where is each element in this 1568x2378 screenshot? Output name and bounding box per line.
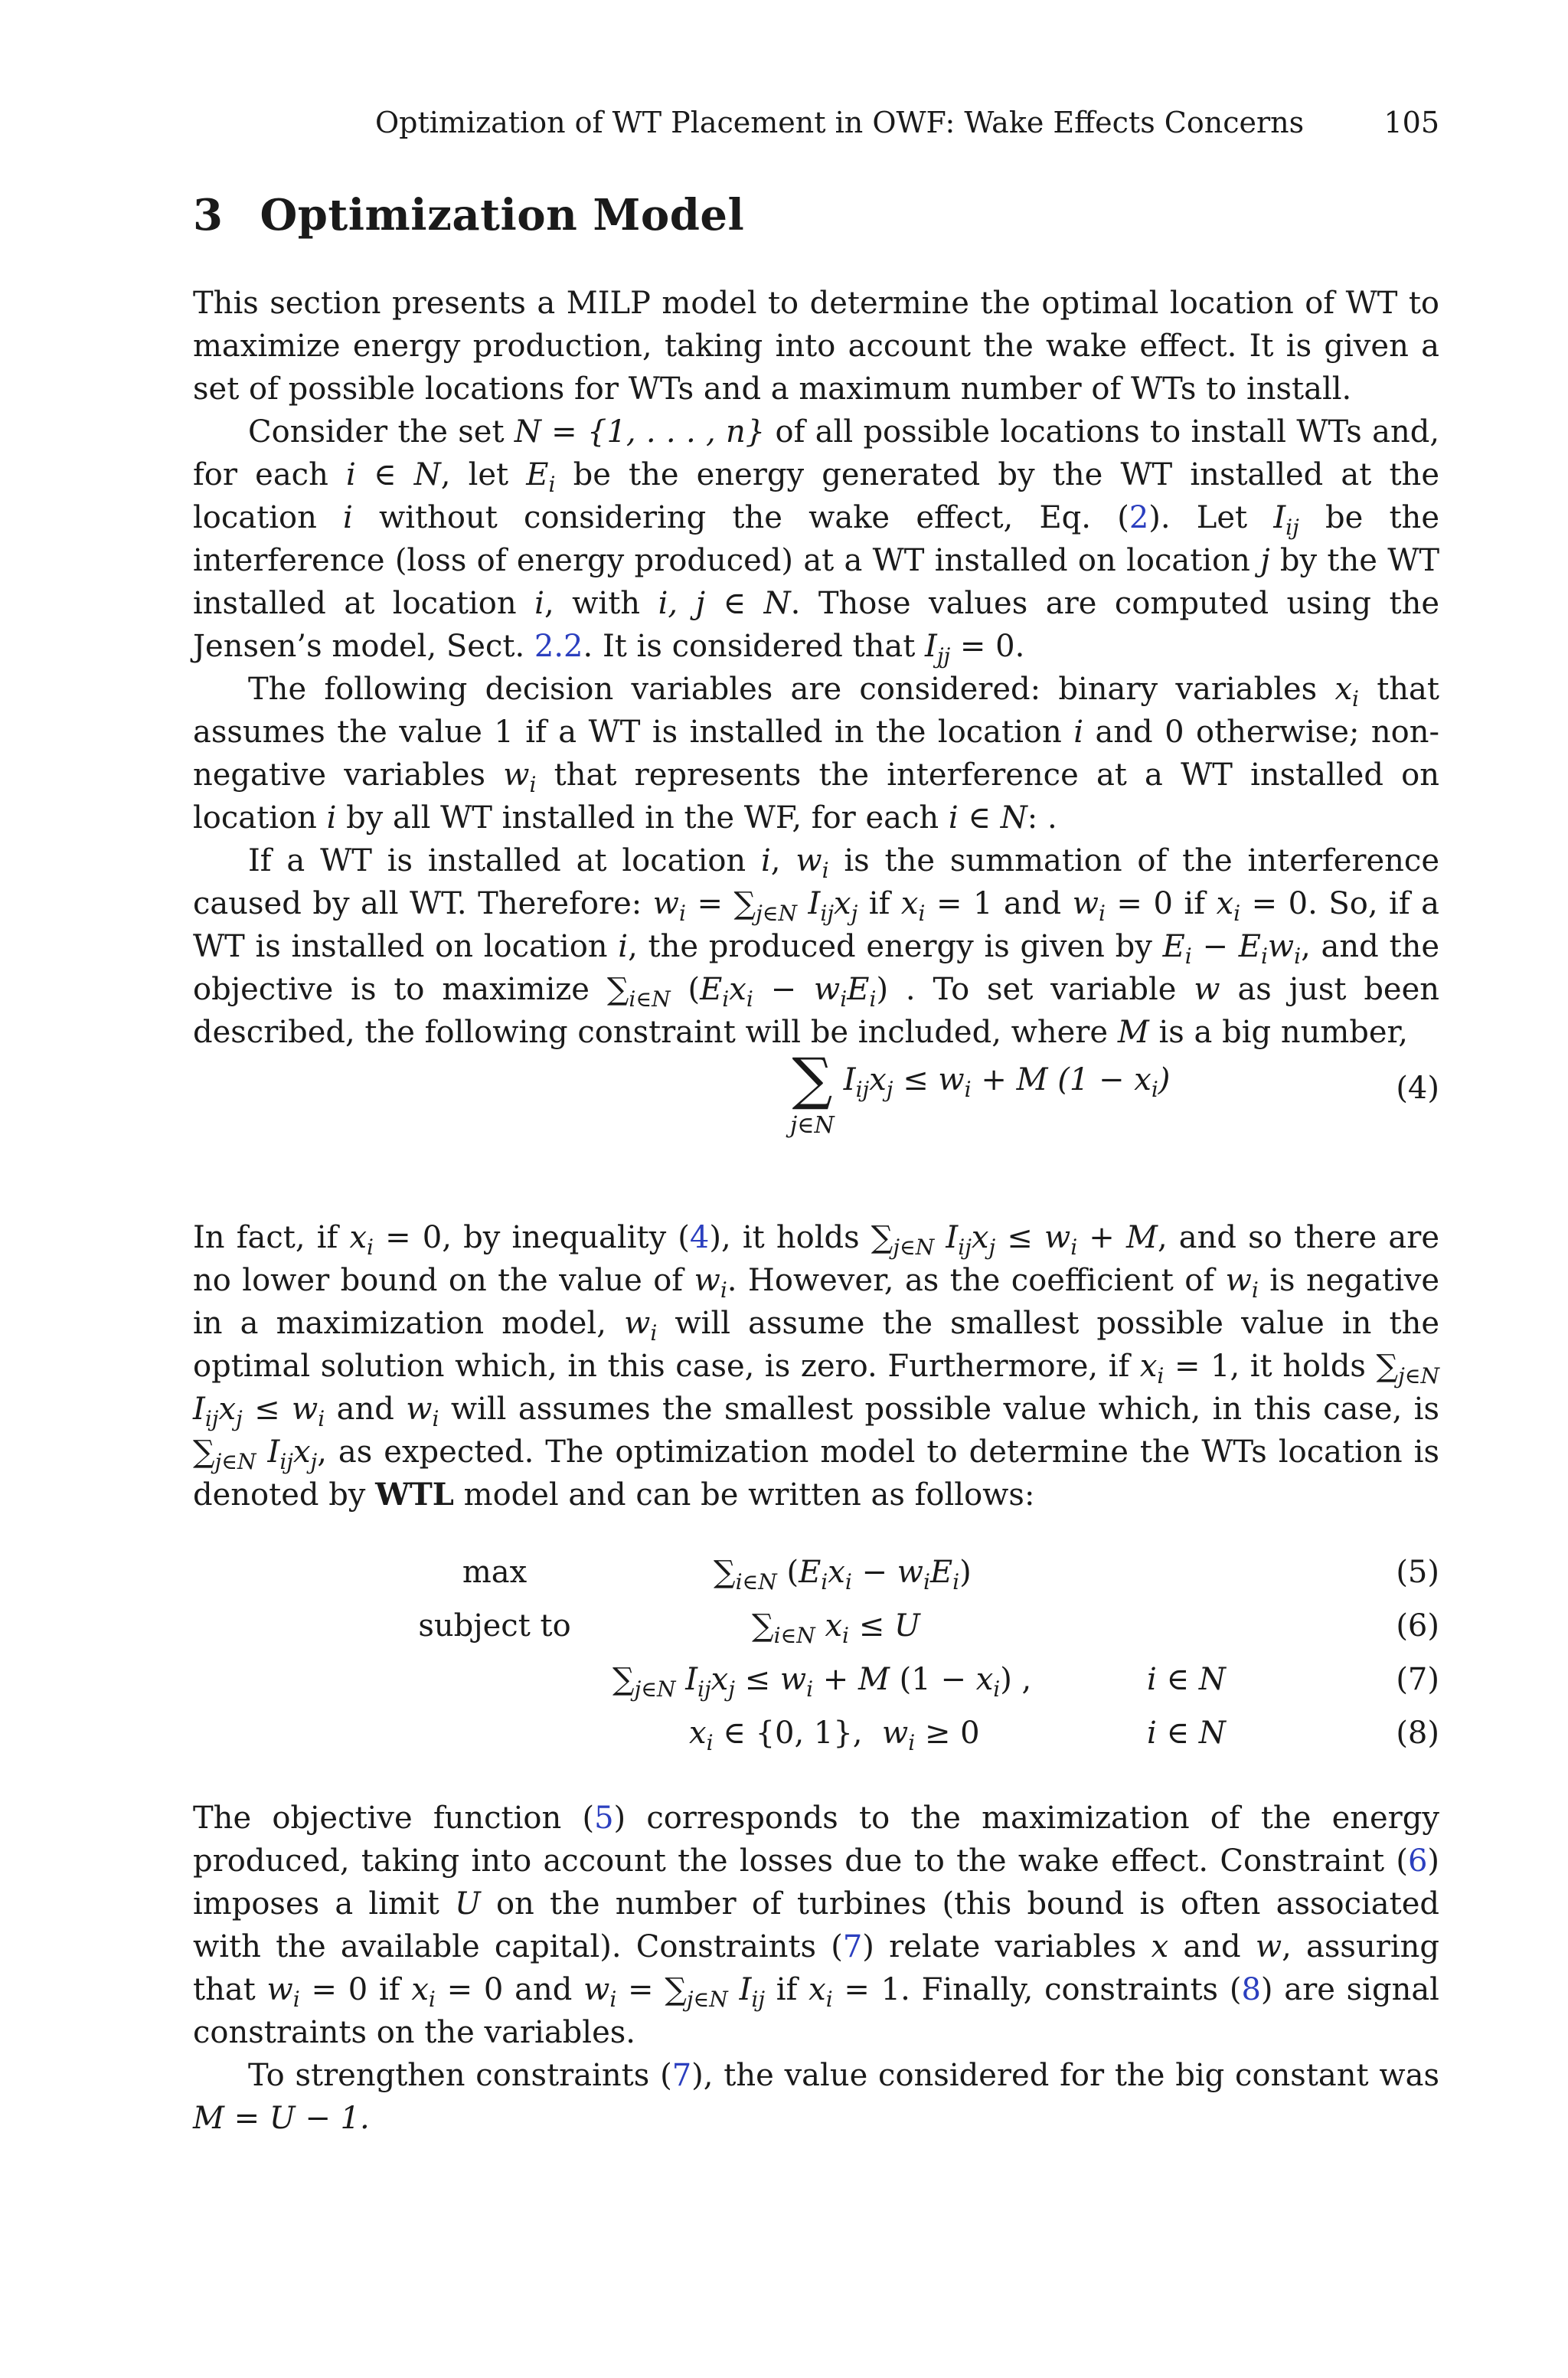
equation-6-number: (6)	[1396, 1608, 1439, 1644]
equation-7-condition: i ∈ N	[1147, 1662, 1226, 1697]
body-text-top	[193, 282, 1439, 1054]
paragraph-3: The following decision variables are considered: binary variables $x_i$ that assumes the value 1 if a WT is installed in the location i and 0 otherwise; non-negative variables $w_i$ that represents the interference at a WT installed on location i by all WT installed in the WF, for each i ∈ N: .	[193, 672, 1439, 836]
paragraph-1: This section presents a MILP model to determine the optimal location of WT to maximize energy production, taking into account the wake effect. It is given a set of possible locations for WTs and a maximum number of WTs to install.	[193, 286, 1439, 407]
running-title: Optimization of WT Placement in OWF: Wake Effects Concerns	[375, 106, 1305, 139]
equation-7-number: (7)	[1396, 1662, 1439, 1697]
body-text-bottom	[193, 1797, 1439, 2140]
eq-ref-4[interactable]: 4	[689, 1220, 710, 1255]
max-label: max	[462, 1555, 528, 1590]
section-ref-2-2[interactable]: 2.2	[534, 629, 583, 664]
eq-ref-7[interactable]: 7	[842, 1929, 863, 1964]
eq-ref-6[interactable]: 6	[1407, 1843, 1428, 1879]
equation-5-number: (5)	[1396, 1555, 1439, 1590]
subject-to-label: subject to	[418, 1608, 571, 1644]
optimization-model	[193, 1555, 1439, 1769]
equation-5: max $\sum_{i\in N}$ $(E_ix_i - w_iE_i)$ (5)	[193, 1555, 1439, 1608]
equation-6: subject to $\sum_{i\in N}$ $x_i \le U$ (6)	[193, 1608, 1439, 1662]
equation-8-condition: i ∈ N	[1147, 1716, 1226, 1751]
paragraph-6: The objective function (5) corresponds to the maximization of the energy produced, taking into account the losses due to the wake effect. Constraint (6) imposes a limit U on the number of turbines (this bound is often associated with the available capital). Constraints (7) relate variables x and w, assuring that $w_i = 0$ if $x_i = 0$ and $w_i = \sum_{j\in N}$ $I_{ij}$ if $x_i = 1$. Finally, constraints (8) are signal constraints on the variables.	[193, 1801, 1440, 2050]
model-name-wtl: WTL	[375, 1477, 454, 1513]
eq-ref-5[interactable]: 5	[594, 1801, 614, 1836]
equation-7: $\sum_{j\in N}$ $I_{ij}x_j \le w_i + M$ $(1 - x_i)$ , i ∈ N (7)	[612, 1662, 1439, 1702]
paragraph-4: If a WT is installed at location i, $w_i$ is the summation of the interference caused by all WT. Therefore: $w_i = \sum_{j\in N}$ $I_{ij}x_j$ if $x_i = 1$ and $w_i = 0$ if $x_i = 0$. So, if a WT is installed on location i, the produced energy is given by $E_i - E_iw_i$, and the objective is to maximize $\sum_{i\in N}$ $(E_ix_i - w_iE_i)$ . To set variable w as just been described, the following constraint will be included, where M is a big number,	[193, 843, 1440, 1050]
eq-ref-7-second[interactable]: 7	[671, 2058, 692, 2093]
paragraph-2: Consider the set N = {1, . . . , n} of all possible locations to install WTs and, for each i ∈ N, let $E_i$ be the energy generated by the WT installed at the location i without considering the wake effect, Eq. (2). Let $I_{ij}$ be the interference (loss of energy produced) at a WT installed on location j by the WT installed at location i, with i, j ∈ N. Those values are computed using the Jensen’s model, Sect. 2.2. It is considered that $I_{jj} = 0$.	[193, 414, 1440, 669]
paragraph-5: In fact, if $x_i = 0$, by inequality (4), it holds $\sum_{j\in N}$ $I_{ij}x_j \le w_i + M$, and so there are no lower bound on the value of $w_i$. However, as the coefficient of $w_i$ is negative in a maximization model, $w_i$ will assume the smallest possible value in the optimal solution which, in this case, is zero. Furthermore, if $x_i = 1$, it holds $\sum_{j\in N}$ $I_{ij}x_j \le w_i$ and $w_i$ will assumes the smallest possible value which, in this case, is $\sum_{j\in N}$ $I_{ij}x_j$, as expected. The optimization model to determine the WTs location is denoted by WTL model and can be written as follows:	[193, 1220, 1440, 1513]
equation-8-number: (8)	[1396, 1716, 1439, 1751]
equation-4-expression: ∑ j∈N $I_{ij}x_j \le w_i + M$ $(1 - x_i)$	[790, 1046, 1171, 1139]
body-text-middle	[193, 1216, 1439, 1516]
equation-4	[193, 1046, 1439, 1189]
section-number: 3	[193, 190, 224, 240]
running-head	[375, 106, 1439, 139]
equation-4-number: (4)	[1396, 1071, 1439, 1106]
page-number: 105	[1383, 106, 1439, 139]
equation-8: $x_i$ ∈ {0, 1}, $w_i \ge 0$ i ∈ N (8)	[689, 1716, 1439, 1755]
paragraph-7: To strengthen constraints (7), the value considered for the big constant was M = U − 1.	[193, 2058, 1439, 2136]
eq-ref-8[interactable]: 8	[1241, 1972, 1261, 2007]
section-title: Optimization Model	[260, 190, 745, 240]
eq-ref-2[interactable]: 2	[1129, 500, 1149, 535]
section-heading	[193, 190, 744, 240]
